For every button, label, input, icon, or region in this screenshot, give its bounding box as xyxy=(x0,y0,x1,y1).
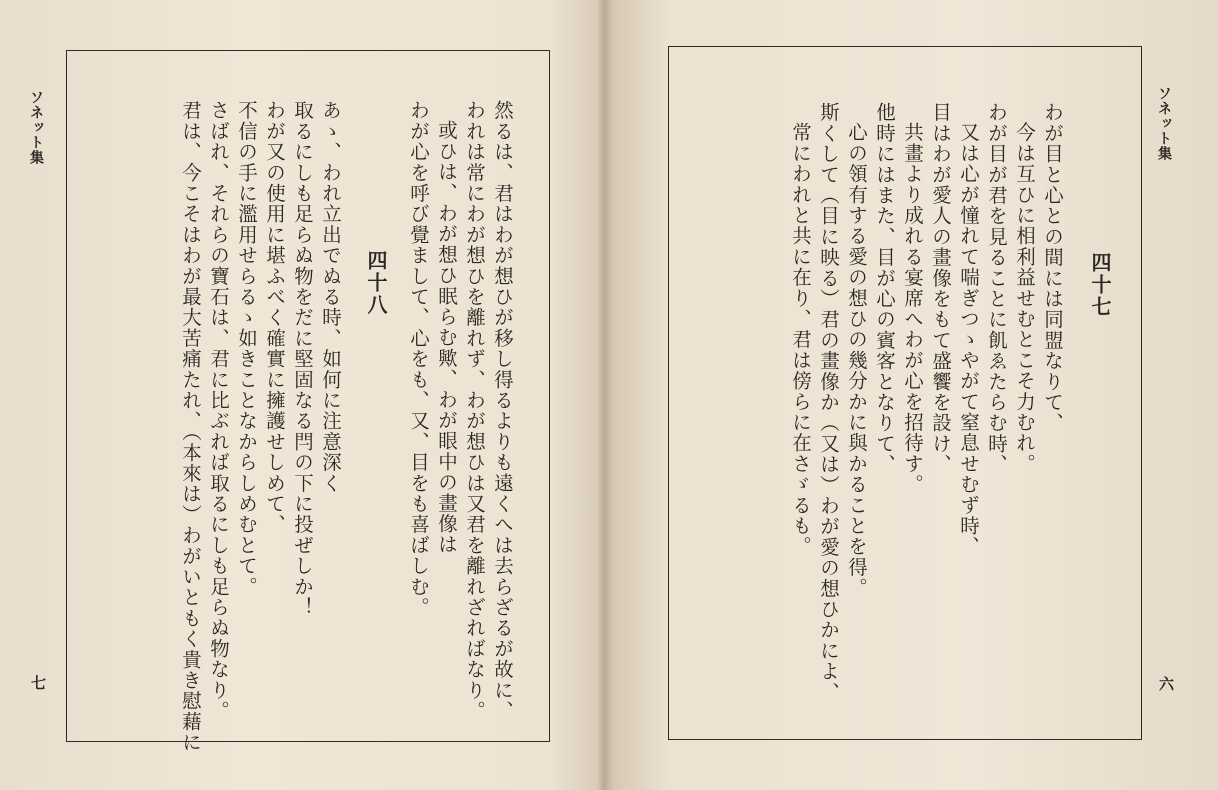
poem-line: 今は互ひに相利益せむとこそ力むれ。 xyxy=(1013,122,1036,474)
left-page-number: 七 xyxy=(29,675,47,690)
poem-line: あゝ、われ立出でぬる時、如何に注意深く xyxy=(319,100,342,494)
poem-line: さばれ、それらの寶石は、君に比ぶれば取るにしも足らぬ物なり。 xyxy=(207,100,230,721)
right-page-number: 六 xyxy=(1157,676,1175,691)
right-running-title: ソネット集 xyxy=(1156,86,1172,161)
left-page-text xyxy=(176,100,516,753)
right-page xyxy=(606,0,1218,790)
poem-line: 又は心が憧れて喘ぎつゝやがて窒息せむず時、 xyxy=(957,122,980,557)
poem-line: 斯くして（目に映る）君の畫像か（又は）わが愛の想ひかによ、 xyxy=(817,102,840,703)
poem-line: 共畫より成れる宴席へわが心を招待す。 xyxy=(901,122,924,495)
poem-line: 常にわれと共に在り、君は傍らに在さゞるも。 xyxy=(789,122,812,557)
poem-line: わが心を呼び覺まして、心をも、又、目をも喜ばしむ。 xyxy=(407,100,430,618)
poem-line: 君は、今こそはわが最大苦痛たれ、（本來は）わがいともく貴き慰藉に xyxy=(179,100,202,753)
poem-line: 然るは、君はわが想ひが移し得るよりも遠くへは去らざるが故に、 xyxy=(491,100,514,721)
poem-line: 或ひは、わが想ひ眠らむ歟、わが眼中の畫像は xyxy=(435,120,458,555)
poem-line: 不信の手に濫用せらるゝ如きことなからしめむとて。 xyxy=(235,100,258,597)
poem-line: 目はわが愛人の畫像をもて盛饗を設け、 xyxy=(929,102,952,475)
poem-47-title: 四十七 xyxy=(1088,252,1112,318)
poem-line: わが又の使用に堪ふべく確實に擁護せしめて、 xyxy=(263,100,286,535)
poem-48-title: 四十八 xyxy=(364,250,388,316)
poem-line: わが目が君を見ることに飢ゑたらむ時、 xyxy=(985,102,1008,475)
poem-line: 取るにしも足らぬ物をだに堅固なる閂の下に投ぜしか！ xyxy=(291,100,314,618)
right-page-text xyxy=(786,102,1114,722)
poem-line: わが目と心との間には同盟なりて、 xyxy=(1041,102,1064,434)
poem-line: われは常にわが想ひを離れず、わが想ひは又君を離れざればなり。 xyxy=(463,100,486,721)
poem-line: 他時にはまた、目が心の賓客となりて、 xyxy=(873,102,896,475)
left-running-title: ソネット集 xyxy=(28,90,44,165)
left-page xyxy=(0,0,604,790)
poem-line: 心の領有する愛の想ひの幾分かに與かることを得。 xyxy=(845,122,868,599)
